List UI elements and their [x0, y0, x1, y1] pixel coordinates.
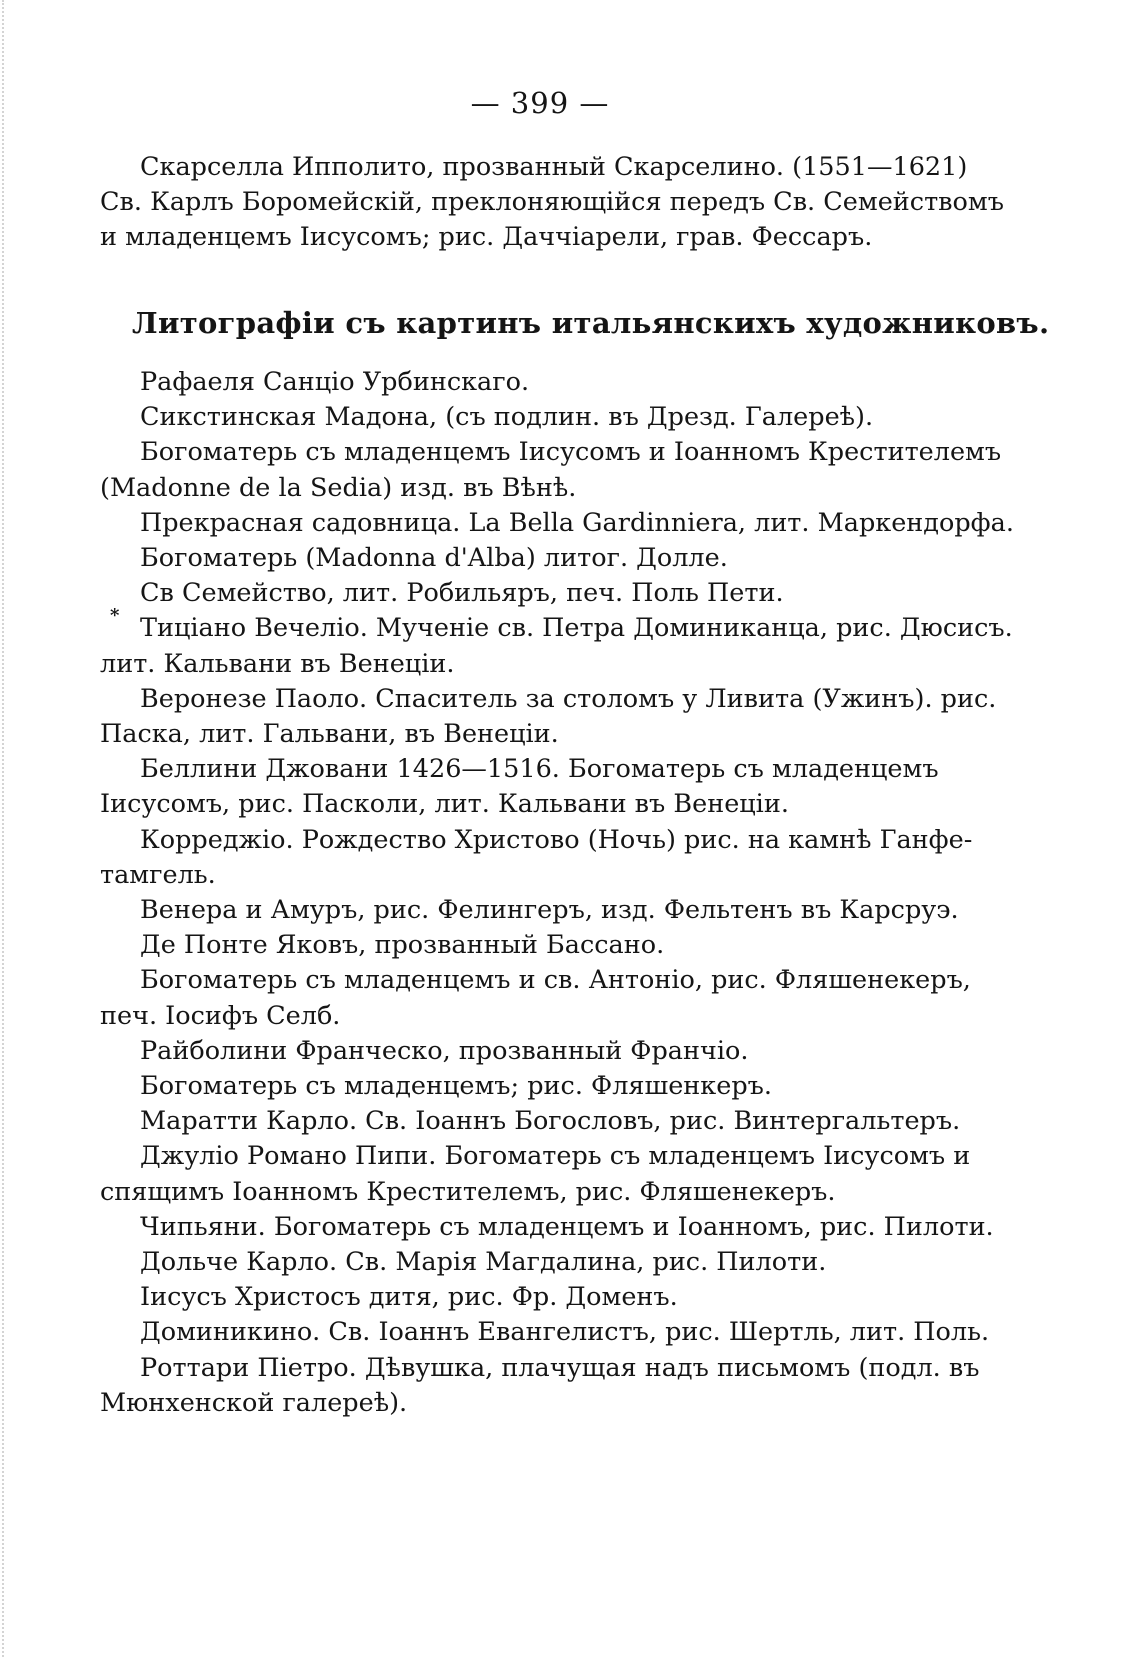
entry-paragraph [100, 752, 970, 822]
entry-paragraph [100, 963, 970, 1033]
entry-paragraph [100, 682, 997, 752]
entry-line: спящимъ Іоанномъ Крестителемъ, рис. Фляшенекеръ. [100, 1176, 836, 1207]
entry-paragraph [100, 928, 970, 963]
intro-line: Св. Карлъ Боромейскій, преклоняющійся передъ Св. Семействомъ [100, 187, 1004, 218]
entry-paragraph [100, 1069, 970, 1104]
entry-line: Венера и Амуръ, рис. Фелингеръ, изд. Фельтенъ въ Карсруэ. [140, 895, 959, 926]
entry-line: Мюнхенской галереѣ). [100, 1387, 408, 1418]
entry-paragraph [100, 1315, 990, 1350]
entry-line: Богоматерь съ младенцемъ и св. Антоніо, рис. Фляшенекеръ, [140, 965, 971, 996]
footnote-marker: * [110, 605, 120, 626]
entry-paragraph [100, 506, 1014, 541]
entry-line: Джуліо Романо Пипи. Богоматерь съ младенцемъ Іисусомъ и [140, 1141, 971, 1172]
entry-paragraph [100, 576, 970, 611]
entry-line: Беллини Джовани 1426—1516. Богоматерь съ младенцемъ [140, 754, 939, 785]
entry-line: Прекрасная садовница. La Bella Gardinniera, лит. Маркендорфа. [140, 507, 1014, 538]
entry-paragraph [100, 1280, 970, 1315]
scan-margin-marks [2, 0, 8, 1657]
entry-line: Де Понте Яковъ, прозванный Бассано. [140, 930, 665, 961]
entry-line: Маратти Карло. Св. Іоаннъ Богословъ, рис. Винтергальтеръ. [140, 1106, 961, 1137]
entry-line: (Madonne de la Sedia) изд. въ Вѣнѣ. [100, 472, 577, 503]
entry-paragraph [100, 1139, 970, 1209]
intro-line: и младенцемъ Іисусомъ; рис. Даччіарели, грав. Фессаръ. [100, 222, 873, 253]
entry-paragraph [100, 400, 970, 435]
entry-line: Іисусомъ, рис. Пасколи, лит. Кальвани въ Венеціи. [100, 789, 789, 820]
entry-line: Сикстинская Мадона, (съ подлин. въ Дрезд. Галереѣ). [140, 402, 874, 433]
entry-line: печ. Іосифъ Селб. [100, 1000, 341, 1031]
entry-line: Рафаеля Санціо Урбинскаго. [140, 367, 530, 397]
entry-line: Чипьяни. Богоматерь съ младенцемъ и Іоанномъ, рис. Пилоти. [140, 1211, 994, 1242]
entry-line: Роттари Піетро. Дѣвушка, плачущая надъ письмомъ (подл. въ [140, 1352, 980, 1383]
entry-paragraph [100, 1245, 970, 1280]
entry-line: Корреджіо. Рождество Христово (Ночь) рис. на камнѣ Ганфе- [140, 824, 973, 855]
entries-list [100, 365, 1014, 1421]
entry-line: Райболини Франческо, прозванный Франчіо. [140, 1035, 749, 1066]
entry-paragraph [100, 611, 1013, 681]
entry-line: Паска, лит. Гальвани, въ Венеціи. [100, 719, 559, 750]
entry-paragraph [100, 541, 970, 576]
entry-line: лит. Кальвани въ Венеціи. [100, 648, 455, 679]
entry-line: Доминикино. Св. Іоаннъ Евангелистъ, рис. Шертль, лит. Поль. [140, 1317, 990, 1348]
entry-line: Веронезе Паоло. Спаситель за столомъ у Ливита (Ужинъ). рис. [140, 683, 997, 714]
entry-line: Дольче Карло. Св. Марія Магдалина, рис. Пилоти. [140, 1247, 827, 1278]
entry-line: Іисусъ Христосъ дитя, рис. Фр. Доменъ. [140, 1282, 678, 1313]
entry-line: Св Семейство, лит. Робильяръ, печ. Поль Пети. [140, 578, 784, 609]
entry-paragraph [100, 1351, 980, 1421]
entry-line: Богоматерь съ младенцемъ Іисусомъ и Іоанномъ Крестителемъ [140, 437, 1002, 468]
entry-line: Тиціано Вечеліо. Мученіе св. Петра Доминиканца, рис. Дюсисъ. [140, 613, 1013, 644]
page-number: — 399 — [470, 86, 610, 120]
entry-paragraph [100, 365, 970, 400]
section-heading: Литографіи съ картинъ итальянскихъ художниковъ. [132, 306, 1050, 340]
entry-paragraph [100, 435, 1002, 505]
entry-paragraph [100, 893, 970, 928]
entry-paragraph [100, 1104, 970, 1139]
entry-paragraph [100, 823, 973, 893]
entry-line: Богоматерь съ младенцемъ; рис. Фляшенкеръ. [140, 1071, 772, 1102]
entry-paragraph [100, 1034, 970, 1069]
entry-paragraph [100, 1210, 994, 1245]
intro-paragraph [100, 150, 1004, 256]
entry-line: тамгель. [100, 859, 216, 890]
intro-line: Скарселла Ипполито, прозванный Скарселино. (1551—1621) [140, 152, 968, 182]
entry-line: Богоматерь (Madonna d'Alba) литог. Долле. [140, 543, 728, 574]
